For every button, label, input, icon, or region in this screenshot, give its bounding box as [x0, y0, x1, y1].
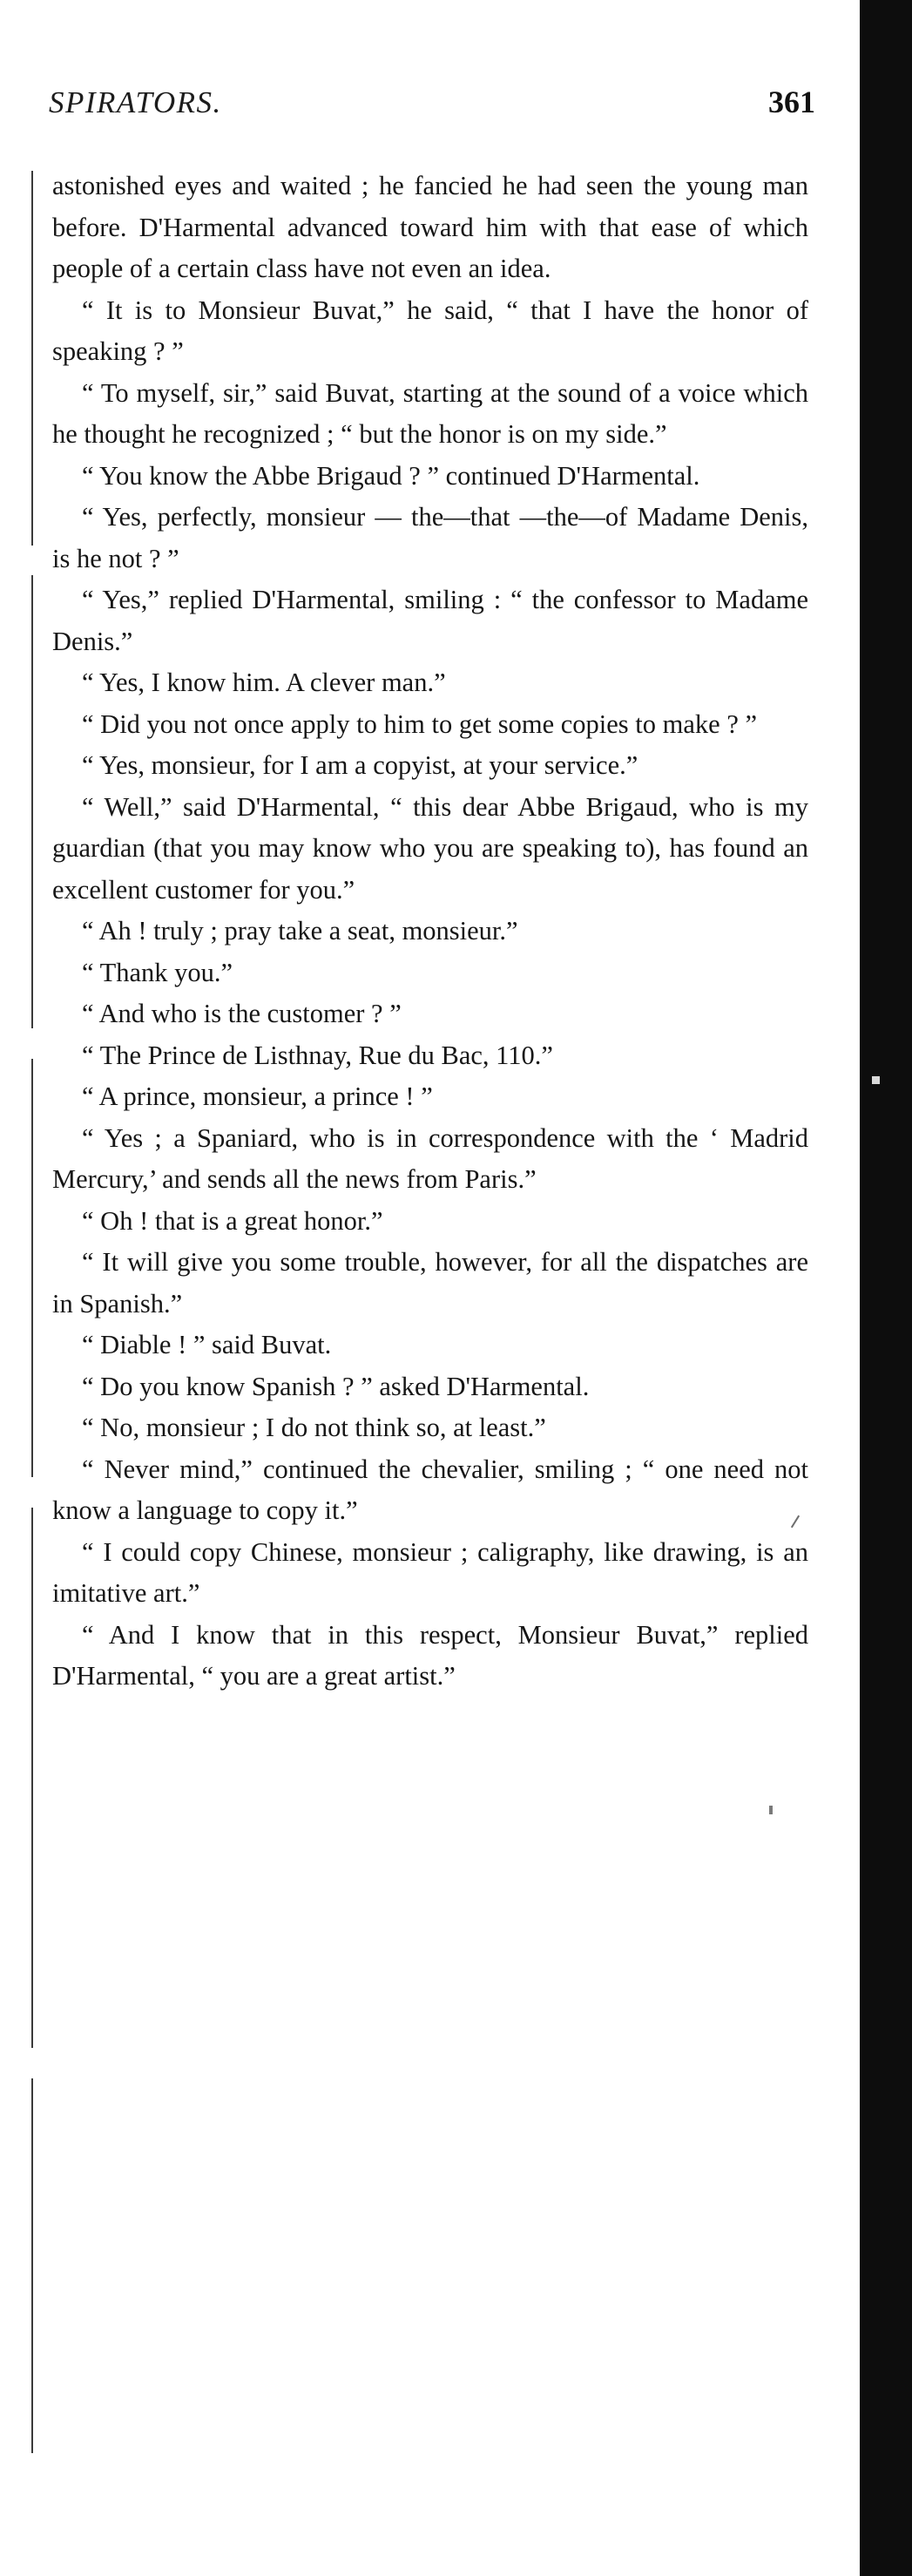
running-head: SPIRATORS. — [49, 85, 222, 119]
paragraph: “ The Prince de Listhnay, Rue du Bac, 110.” — [82, 1040, 553, 1070]
paragraph: “ Thank you.” — [82, 957, 233, 987]
paragraph: “ No, monsieur ; I do not think so, at least.” — [82, 1413, 546, 1442]
paragraph: “ And I know that in this respect, Monsieur Buvat,” replied D'Harmental, “ you are a great artist.” — [52, 1619, 808, 1691]
paragraph: “ Yes, monsieur, for I am a copyist, at your service.” — [82, 750, 638, 780]
margin-rule-2 — [31, 575, 33, 1028]
paragraph: “ Do you know Spanish ? ” asked D'Harmental. — [82, 1371, 590, 1401]
paragraph: “ Yes, I know him. A clever man.” — [82, 668, 446, 697]
paragraph: “ Never mind,” continued the chevalier, smiling ; “ one need not know a language to copy it.” — [52, 1454, 808, 1525]
paragraph: “ It is to Monsieur Buvat,” he said, “ that I have the honor of speaking ? ” — [52, 295, 808, 366]
paragraph: “ I could copy Chinese, monsieur ; caligraphy, like drawing, is an imitative art.” — [52, 1536, 808, 1608]
page-number: 361 — [768, 85, 815, 119]
paragraph: “ Diable ! ” said Buvat. — [82, 1330, 332, 1359]
stray-ink-dot — [769, 1806, 773, 1814]
paragraph: “ Yes,” replied D'Harmental, smiling : “ the confessor to Madame Denis.” — [52, 585, 808, 656]
paragraph: “ It will give you some trouble, however, for all the dispatches are in Spanish.” — [52, 1247, 808, 1319]
margin-rule-4 — [31, 1508, 33, 2048]
scan-edge-shadow — [860, 0, 912, 2576]
margin-rule-5 — [31, 2078, 33, 2453]
body-text — [52, 166, 808, 1698]
paragraph: “ A prince, monsieur, a prince ! ” — [82, 1081, 433, 1111]
paragraph: “ Well,” said D'Harmental, “ this dear Abbe Brigaud, who is my guardian (that you may know who you are speaking to), has found an excellent customer for you.” — [52, 791, 808, 905]
paragraph: “ Did you not once apply to him to get some copies to make ? ” — [82, 708, 758, 739]
paragraph: “ Yes, perfectly, monsieur — the—that —the—of Madame Denis, is he not ? ” — [52, 502, 808, 573]
paragraph: “ You know the Abbe Brigaud ? ” continued D'Harmental. — [82, 460, 700, 491]
paragraph: astonished eyes and waited ; he fancied he had seen the young man before. D'Harmental advanced toward him with that ease of which people of a certain class have not even an idea. — [52, 171, 808, 283]
paragraph: “ Oh ! that is a great honor.” — [82, 1205, 383, 1236]
paragraph: “ Yes ; a Spaniard, who is in correspondence with the ‘ Madrid Mercury,’ and sends all the news from Paris.” — [52, 1122, 808, 1194]
margin-rule-3 — [31, 1059, 33, 1477]
margin-rule-1 — [31, 171, 33, 546]
scan-edge-artifact — [872, 1076, 880, 1084]
paragraph: “ To myself, sir,” said Buvat, starting at the sound of a voice which he thought he recognized ; “ but the honor is on my side.” — [52, 377, 808, 449]
page-header — [49, 84, 815, 120]
paragraph: “ And who is the customer ? ” — [82, 999, 402, 1028]
paragraph: “ Ah ! truly ; pray take a seat, monsieur.” — [82, 916, 518, 946]
